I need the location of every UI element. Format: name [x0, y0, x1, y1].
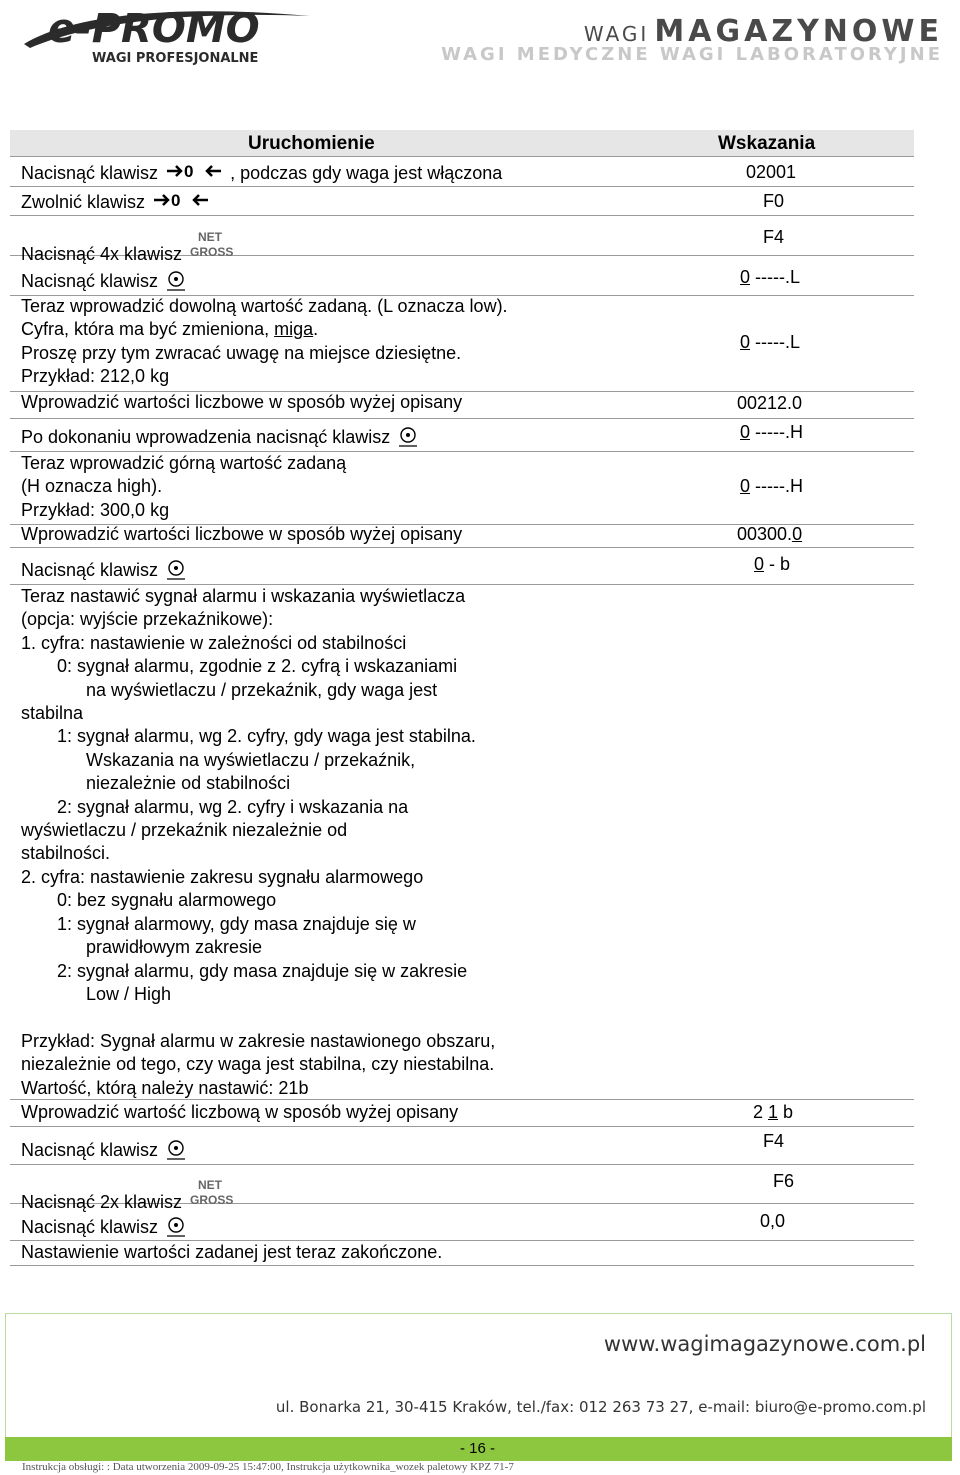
row-text-line: Teraz wprowadzić górną wartość zadaną [21, 453, 347, 473]
desc-line: stabilności. [21, 843, 111, 864]
desc-line: wyświetlaczu / przekaźnik niezależnie od [21, 820, 348, 841]
row-text: Nacisnąć klawisz [21, 560, 159, 580]
table-row [10, 187, 914, 216]
row-text: Nacisnąć klawisz [21, 163, 159, 183]
table-header [10, 130, 914, 157]
indication-digit: 0 [792, 524, 803, 544]
row-indication: F6 [773, 1171, 795, 1191]
table-row [10, 1241, 914, 1266]
brand-line2: WAGI MEDYCZNE WAGI LABORATORYJNE [441, 44, 943, 65]
desc-line: Low / High [86, 983, 172, 1004]
table-row [10, 419, 914, 452]
row-indication: 02001 [746, 162, 797, 182]
row-text: Nacisnąć 2x klawisz [21, 1192, 183, 1212]
table-row [10, 548, 914, 585]
desc-line: (opcja: wyjście przekaźnikowe): [21, 609, 274, 630]
indication-digit: 0 [740, 332, 751, 352]
arrow-zero-key-icon [165, 162, 223, 186]
row-text: Wprowadzić wartości liczbowe w sposób wyżej opisany [21, 524, 463, 544]
table-row [10, 296, 914, 392]
table-row [10, 585, 914, 1100]
table-row [10, 1204, 914, 1241]
row-text: Wprowadzić wartości liczbowe w sposób wyżej opisany [21, 392, 463, 412]
arrow-zero-key-icon [152, 191, 210, 215]
table-row [10, 1100, 914, 1127]
svg-text:GROSS: GROSS [190, 245, 234, 259]
desc-line: Wartość, którą należy nastawić: 21b [21, 1077, 309, 1098]
brand-banner [398, 14, 943, 69]
table-row [10, 1127, 914, 1165]
row-text-b: , podczas gdy waga jest włączona [230, 163, 503, 183]
table-row [10, 157, 914, 187]
row-text-line: (H oznacza high). [21, 476, 163, 497]
svg-text:NET: NET [198, 230, 223, 244]
header-wskazania: Wskazania [718, 133, 816, 154]
row-text-line: Przykład: 212,0 kg [21, 366, 170, 387]
row-indication: - b [764, 554, 791, 574]
company-logo [20, 2, 320, 67]
desc-line: 2: sygnał alarmu, wg 2. cyfry i wskazania na [57, 796, 409, 817]
desc-spacer [21, 1006, 495, 1029]
indication-digit: 0 [740, 422, 751, 442]
row-text: Po dokonaniu wprowadzenia nacisnąć klawisz [21, 427, 391, 447]
row-text-line: Cyfra, która ma być zmieniona, [21, 319, 275, 340]
table-row [10, 1165, 914, 1212]
row-text: Nacisnąć klawisz [21, 271, 159, 291]
target-key-icon [165, 1139, 187, 1167]
table-row [10, 256, 914, 296]
desc-line: 1: sygnał alarmowy, gdy masa znajduje się w [57, 913, 416, 934]
row-indication-b: b [778, 1102, 794, 1122]
brand-big: MAGAZYNOWE [654, 14, 943, 49]
row-indication: -----.L [750, 267, 800, 287]
row-indication: 00300. [737, 524, 793, 544]
indication-digit: 1 [768, 1102, 779, 1122]
desc-line: Przykład: Sygnał alarmu w zakresie nastawionego obszaru, [21, 1030, 496, 1051]
table-row [10, 452, 914, 525]
row-text-line: Teraz wprowadzić dowolną wartość zadaną. (L oznacza low). [21, 296, 508, 316]
desc-line: niezależnie od tego, czy waga jest stabilna, czy niestabilna. [21, 1054, 495, 1075]
row-indication: -----.L [750, 332, 800, 352]
indication-digit: 0 [754, 554, 765, 574]
row-text: Nacisnąć klawisz [21, 1140, 159, 1160]
row-indication: 0,0 [760, 1211, 786, 1231]
desc-line: prawidłowym zakresie [86, 937, 263, 958]
row-text-line: . [313, 319, 319, 340]
row-text: Wprowadzić wartość liczbową w sposób wyżej opisany [21, 1102, 459, 1122]
desc-line: 0: bez sygnału alarmowego [57, 890, 277, 911]
desc-line: stabilna [21, 703, 84, 724]
desc-line: 2: sygnał alarmu, gdy masa znajduje się w zakresie [57, 960, 468, 981]
target-key-icon [165, 559, 187, 587]
indication-digit: 0 [740, 267, 751, 287]
table-row [10, 216, 914, 264]
footer-address: ul. Bonarka 21, 30-415 Kraków, tel./fax: 012 263 73 27, e-mail: biuro@e-promo.com.pl [275, 1398, 926, 1416]
desc-line: na wyświetlaczu / przekaźnik, gdy waga jest [86, 679, 438, 700]
logo-subtitle: WAGI PROFESJONALNE [92, 51, 259, 66]
svg-text:GROSS: GROSS [190, 1193, 234, 1207]
row-indication: -----.H [750, 476, 803, 496]
desc-line: 2. cyfra: nastawienie zakresu sygnału alarmowego [21, 866, 424, 887]
page-number: - 16 - [460, 1440, 496, 1457]
table-row [10, 392, 914, 419]
row-indication: F4 [763, 227, 785, 247]
row-text-line: Proszę przy tym zwracać uwagę na miejsce dziesiętne. [21, 342, 462, 363]
row-indication: 00212.0 [737, 393, 803, 413]
row-text: Zwolnić klawisz [21, 192, 146, 212]
desc-line: 1. cyfra: nastawienie w zależności od stabilności [21, 632, 407, 653]
row-text-line: Przykład: 300,0 kg [21, 499, 170, 520]
desc-line: Teraz nastawić sygnał alarmu i wskazania wyświetlacza [21, 586, 466, 606]
logo-text: e-PROMO [48, 6, 260, 52]
desc-line: 0: sygnał alarmu, zgodnie z 2. cyfrą i wskazaniami [57, 656, 458, 677]
footer-note: Instrukcja obsługi: : Data utworzenia 2009-09-25 15:47:00, Instrukcja użytkownika_wozek paletowy KPZ 71-7 [22, 1461, 514, 1473]
row-text: Nastawienie wartości zadanej jest teraz zakończone. [21, 1242, 443, 1262]
table-row [10, 525, 914, 548]
row-text: Nacisnąć klawisz [21, 1217, 159, 1237]
svg-text:0: 0 [184, 162, 194, 181]
indication-digit: 0 [740, 476, 751, 496]
row-text: Nacisnąć 4x klawisz [21, 244, 183, 264]
row-indication: -----.H [750, 422, 803, 442]
desc-line: niezależnie od stabilności [86, 773, 291, 794]
desc-line: Wskazania na wyświetlaczu / przekaźnik, [86, 749, 416, 770]
row-indication: F4 [763, 1131, 785, 1151]
target-key-icon [397, 426, 419, 454]
svg-text:0: 0 [171, 191, 181, 210]
row-indication: 2 [753, 1102, 769, 1122]
footer-url[interactable]: www.wagimagazynowe.com.pl [603, 1332, 926, 1356]
row-indication: F0 [763, 191, 785, 211]
svg-text:NET: NET [198, 1178, 223, 1192]
brand-small: WAGI [583, 22, 650, 46]
header-uruchomienie: Uruchomienie [248, 133, 375, 154]
desc-line: 1: sygnał alarmu, wg 2. cyfry, gdy waga jest stabilna. [57, 726, 476, 747]
row-text-emph: miga [274, 319, 314, 340]
